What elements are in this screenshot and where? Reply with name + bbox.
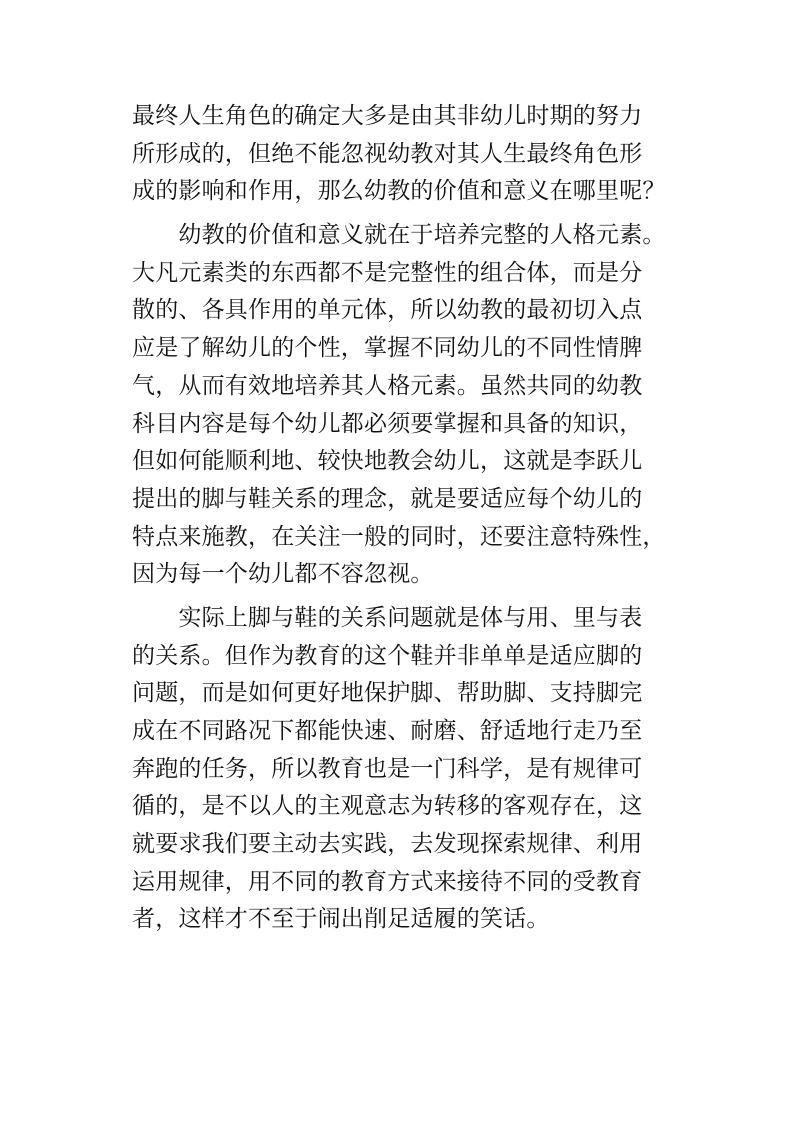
text-line: 奔跑的任务，所以教育也是一门科学，是有规律可 [132, 755, 643, 782]
text-line: 最终人生角色的确定大多是由其非幼儿时期的努力 [132, 103, 643, 129]
text-line: 者，这样才不至于闹出削足适履的笑话。 [132, 906, 550, 933]
paragraph-start-line: 幼教的价值和意义就在于培养完整的人格元素。 [132, 222, 666, 249]
text-line: 大凡元素类的东西都不是完整性的组合体，而是分 [132, 259, 643, 286]
text-line: 成在不同路况下都能快速、耐磨、舒适地行走乃至 [132, 718, 643, 744]
text-line: 问题，而是如何更好地保护脚、帮助脚、支持脚完 [132, 680, 643, 707]
text-line: 特点来施教，在关注一般的同时，还要注意特殊性， [132, 523, 666, 550]
text-line: 所形成的，但绝不能忽视幼教对其人生最终角色形 [132, 140, 643, 167]
text-line: 科目内容是每个幼儿都必须要掌握和具备的知识， [132, 410, 643, 437]
text-line: 循的，是不以人的主观意志为转移的客观存在，这 [132, 793, 643, 820]
text-line: 但如何能顺利地、较快地教会幼儿，这就是李跃儿 [132, 448, 643, 475]
paragraph-start-line: 实际上脚与鞋的关系问题就是体与用、里与表 [132, 604, 643, 631]
text-line: 运用规律，用不同的教育方式来接待不同的受教育 [132, 868, 643, 895]
text-line: 就要求我们要主动去实践，去发现探索规律、利用 [132, 831, 643, 858]
text-line: 因为每一个幼儿都不容忽视。 [132, 561, 434, 588]
text-line: 应是了解幼儿的个性，掌握不同幼儿的不同性情脾 [132, 335, 643, 362]
text-line: 提出的脚与鞋关系的理念，就是要适应每个幼儿的 [132, 485, 643, 512]
document-body [132, 98, 672, 939]
text-line: 的关系。但作为教育的这个鞋并非单单是适应脚的 [132, 642, 643, 669]
text-line: 散的、各具作用的单元体，所以幼教的最初切入点 [132, 297, 643, 324]
text-line: 成的影响和作用，那么幼教的价值和意义在哪里呢？ [132, 178, 666, 205]
text-line: 气，从而有效地培养其人格元素。虽然共同的幼教 [132, 372, 643, 399]
